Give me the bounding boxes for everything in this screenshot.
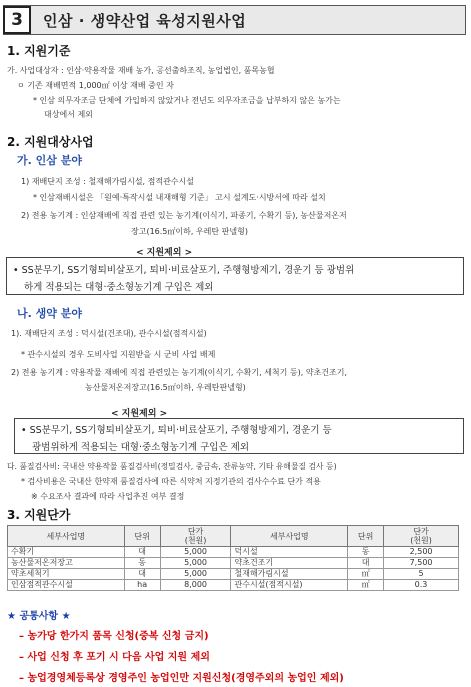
section-number: 3 (3, 6, 31, 34)
cell: 0.3 (384, 580, 459, 591)
n-item-1: 1). 재배단지 조성 : 덕시설(건조대), 관수시설(점적시설) (11, 329, 207, 338)
exclusion-1-line1: • SS분무기, SS기형퇴비살포기, 퇴비·비료살포기, 주행형방제기, 경운기 등 광범위 (13, 265, 355, 276)
cell: 약초건조기 (231, 558, 348, 569)
s1-note-cont: 대상에서 제외 (44, 110, 93, 119)
s1-note: * 인삼 의무자조금 단체에 가입하지 않았거나 전년도 의무자조금을 납부하지 않은 농가는 (33, 96, 341, 105)
exclusion-1-line2: 하게 적용되는 대형·중소형농기계 구입은 제외 (24, 282, 214, 293)
common-rule-2: – 사업 신청 후 포기 시 다음 사업 지원 제외 (19, 652, 210, 663)
col-header-unit-2: 단위 (348, 526, 384, 547)
cell: 농산물저온저장고 (8, 558, 125, 569)
cell: ha (124, 580, 160, 591)
exclusion-title-2: < 지원제외 > (111, 409, 168, 419)
table-header-row (8, 526, 459, 547)
n-item-2: 2) 전용 농기계 : 약용작물 재배에 직접 관련있는 농기계(이식기, 수확기, 세척기 등), 약초건조기, (11, 368, 348, 377)
section-2-title: 2. 지원대상사업 (7, 135, 94, 149)
s1-target: 가. 사업대상자 : 인삼·약용작물 재배 농가, 공선출하조직, 농업법인, 품목농협 (7, 66, 275, 75)
s1-area: ㅇ 기존 재배면적 1,000㎡ 이상 재배 중인 자 (17, 81, 174, 90)
exclusion-title-1: < 지원제외 > (136, 248, 193, 258)
common-rule-3: – 농업경영체등록상 경영주인 농업인만 지원신청(경영주외의 농업인 제외) (19, 673, 344, 684)
cell: ㎡ (348, 569, 384, 580)
table-row (8, 580, 459, 591)
cell: 7,500 (384, 558, 459, 569)
exclusion-box-2 (14, 418, 464, 454)
cell: 5,000 (160, 569, 231, 580)
exclusion-box-1 (6, 257, 464, 295)
cell: 대 (124, 547, 160, 558)
cell: 동 (124, 558, 160, 569)
exclusion-2-line2: 광범위하게 적용되는 대형·중소형농기계 구입은 제외 (32, 442, 249, 453)
table-row (8, 558, 459, 569)
section-3-title: 3. 지원단가 (7, 508, 71, 522)
cell: 관수시설(점적시설) (231, 580, 348, 591)
unit-price-table (7, 525, 459, 591)
page-title: 인삼 · 생약산업 육성지원사업 (43, 11, 247, 30)
herbal-subtitle: 나. 생약 분야 (17, 307, 82, 320)
g-item-2-cont: 장고(16.5㎡이하, 우레탄 판넬형) (131, 227, 248, 236)
col-header-name-1: 세부사업명 (8, 526, 125, 547)
d-item: 다. 품질검사비: 국내산 약용작물 품질검사비(정밀검사, 중금속, 잔류농약, 기타 유해물질 검사 등) (7, 462, 337, 471)
table-row (8, 569, 459, 580)
cell: 5,000 (160, 547, 231, 558)
g-item-1: 1) 재배단지 조성 : 철재해가림시설, 점적관수시설 (21, 177, 194, 186)
exclusion-2-line1: • SS분무기, SS기형퇴비살포기, 퇴비·비료살포기, 주행형방제기, 경운기 등 (21, 425, 332, 436)
g-item-2: 2) 전용 농기계 : 인삼재배에 직접 관련 있는 농기계(이식기, 파종기, 수확기 등), 농산물저온저 (21, 211, 347, 220)
common-title: ★ 공통사항 ★ (7, 611, 71, 622)
cell: 5 (384, 569, 459, 580)
col-header-unit-1: 단위 (124, 526, 160, 547)
section-1-title: 1. 지원기준 (7, 44, 71, 58)
table-row (8, 547, 459, 558)
n-item-1-note: * 관수시설의 경우 도비사업 지원받을 시 군비 사업 배제 (21, 350, 216, 359)
cell: 인삼점적관수시설 (8, 580, 125, 591)
cell: 약초세척기 (8, 569, 125, 580)
n-item-2-cont: 농산물저온저장고(16.5㎡이하, 우레탄판넬형) (85, 383, 246, 392)
col-header-name-2: 세부사업명 (231, 526, 348, 547)
cell: 덕시설 (231, 547, 348, 558)
cell: 8,000 (160, 580, 231, 591)
cell: 2,500 (384, 547, 459, 558)
cell: 5,000 (160, 558, 231, 569)
common-rule-1: – 농가당 한가지 품목 신청(중복 신청 금지) (19, 631, 209, 642)
cell: 철재해가림시설 (231, 569, 348, 580)
cell: 수확기 (8, 547, 125, 558)
cell: 동 (348, 547, 384, 558)
d-item-survey: ※ 수요조사 결과에 따라 사업추진 여부 결정 (31, 492, 185, 501)
cell: 대 (348, 558, 384, 569)
section-header (3, 5, 466, 35)
g-item-1-note: * 인삼재배시설은 「원예·특작시설 내재해형 기준」 고시 설계도·시방서에 따라 설치 (33, 193, 326, 202)
d-item-note: * 검사비용은 국내산 한약재 품질검사에 따른 식약처 지정기관의 검사수수료 단가 적용 (21, 477, 321, 486)
col-header-price-2: 단가 (천원) (384, 526, 459, 547)
cell: 대 (124, 569, 160, 580)
cell: ㎡ (348, 580, 384, 591)
col-header-price-1: 단가 (천원) (160, 526, 231, 547)
ginseng-subtitle: 가. 인삼 분야 (17, 154, 82, 167)
